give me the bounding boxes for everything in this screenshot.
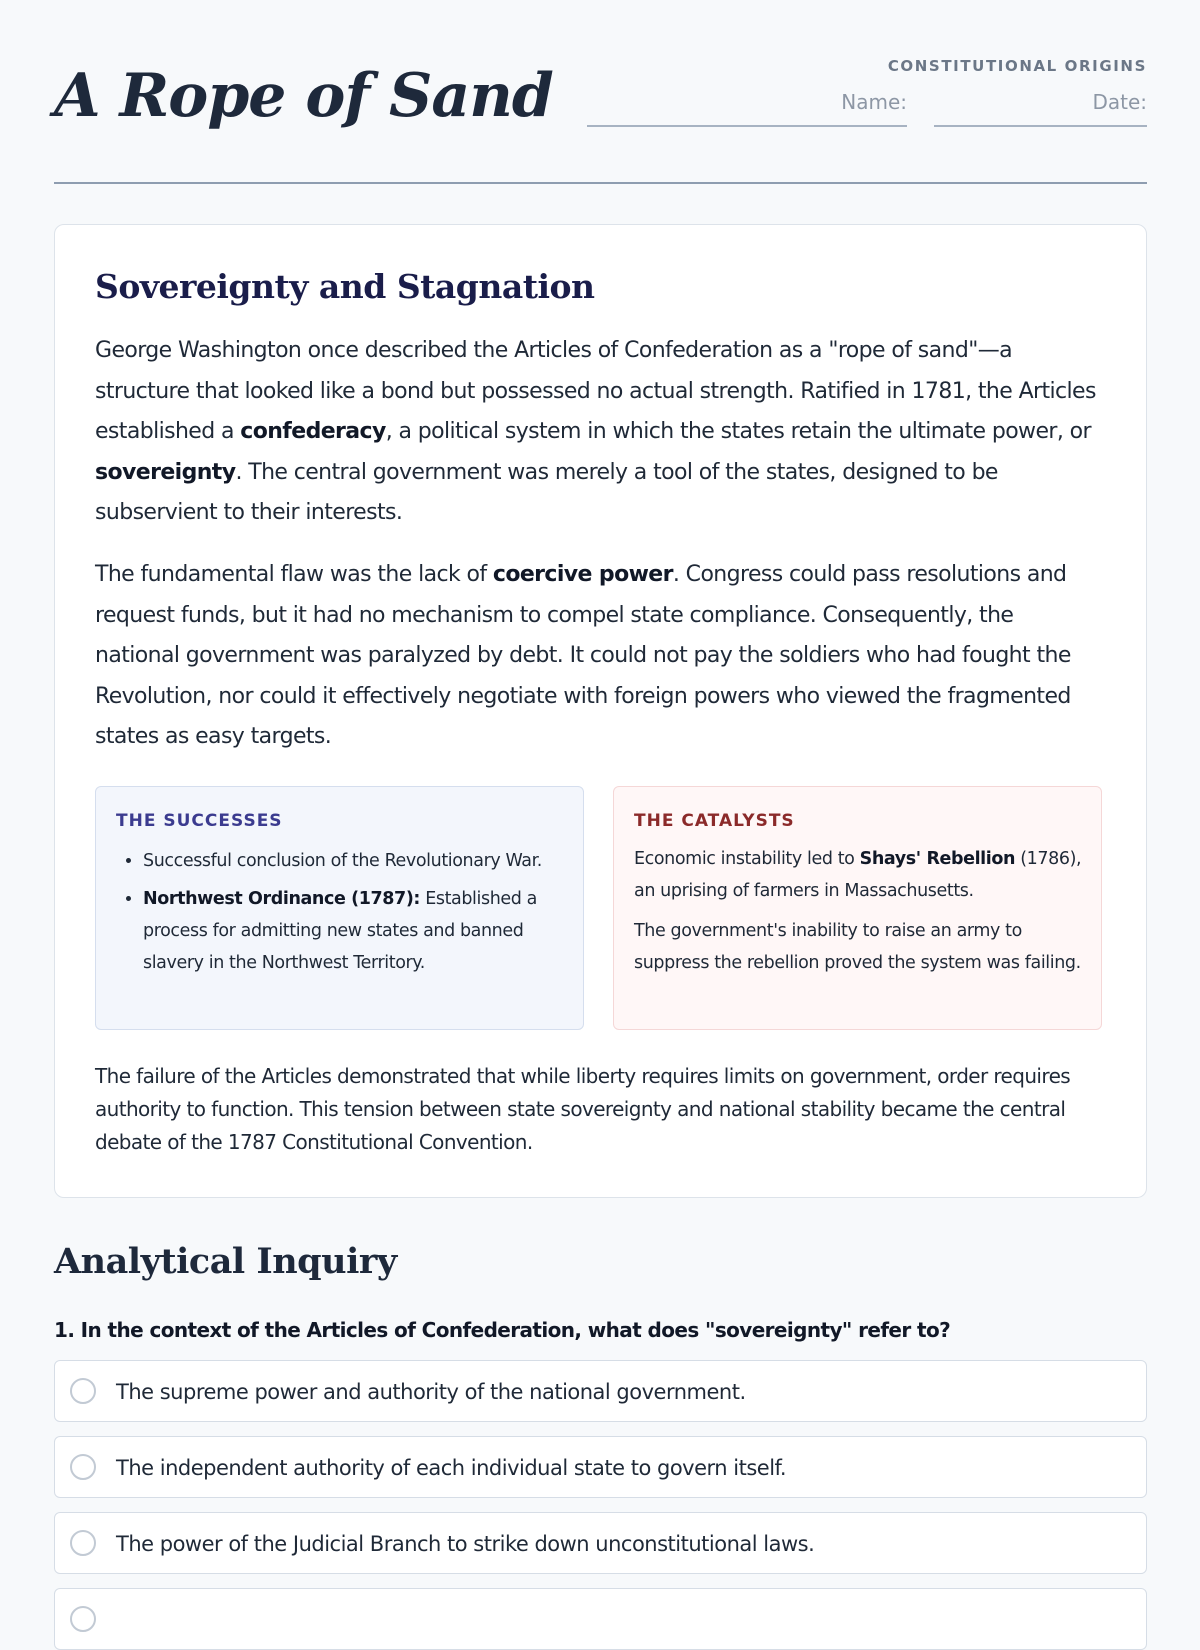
list-item-term: Northwest Ordinance (1787):	[143, 889, 421, 909]
answer-option-c[interactable]	[54, 1512, 1147, 1574]
name-label: Name:	[841, 90, 907, 114]
text-span: Economic instability led to	[634, 849, 860, 869]
text-span: . The central government was merely a tool of the states, designed to be subservient to their interests.	[95, 459, 998, 525]
worksheet-header	[54, 0, 1147, 184]
text-span: The fundamental flaw was the lack of	[95, 562, 493, 587]
text-span: , a political system in which the states retain the ultimate power, or	[385, 419, 1091, 444]
list-item-text: Established a process for admitting new states and banned slavery in the Northwest Territory.	[143, 889, 537, 973]
unit-label: CONSTITUTIONAL ORIGINS	[887, 57, 1147, 75]
catalysts-text-1	[634, 843, 1084, 907]
catalysts-text-2: The government's inability to raise an army to suppress the rebellion proved the system was failing.	[634, 921, 1081, 973]
answer-option-d[interactable]	[54, 1588, 1147, 1650]
radio-button[interactable]	[70, 1454, 96, 1480]
reading-title: Sovereignty and Stagnation	[95, 267, 595, 306]
answer-option-a[interactable]	[54, 1360, 1147, 1422]
worksheet-page	[54, 0, 1147, 1556]
answer-option-label: The power of the Judicial Branch to strike down unconstitutional laws.	[116, 1532, 815, 1556]
term-coercive-power: coercive power	[492, 562, 673, 587]
page-title: A Rope of Sand	[54, 61, 553, 131]
question-1: 1. In the context of the Articles of Confederation, what does "sovereignty" refer to?	[54, 1318, 951, 1342]
catalysts-box	[613, 786, 1102, 1030]
answer-option-label: The independent authority of each individual state to govern itself.	[116, 1456, 787, 1480]
reading-paragraph-3: The failure of the Articles demonstrated that while liberty requires limits on government, order requires authority to function. This tension between state sovereignty and national stability became the central debate of the 1787 Constitutional Convention.	[95, 1064, 1071, 1154]
reading-paragraph-2	[95, 555, 1103, 758]
list-item-text: Successful conclusion of the Revolutionary War.	[143, 851, 542, 871]
term-shays-rebellion: Shays' Rebellion	[859, 849, 1016, 869]
answer-option-label: The supreme power and authority of the national government.	[116, 1380, 746, 1404]
reading-paragraph-1	[95, 331, 1103, 534]
list-item	[143, 883, 583, 979]
list-item	[143, 845, 583, 877]
date-label: Date:	[1092, 90, 1147, 114]
text-span: George Washington once described the Articles of Confederation as a "rope of sand"—a structure that looked like a bond but possessed no actual strength. Ratified in 1781, the Articles established a	[95, 338, 1096, 444]
radio-button[interactable]	[70, 1606, 96, 1632]
quiz-title: Analytical Inquiry	[54, 1241, 397, 1282]
date-field[interactable]	[934, 90, 1147, 127]
answer-option-b[interactable]	[54, 1436, 1147, 1498]
text-span: . Congress could pass resolutions and request funds, but it had no mechanism to compel state compliance. Consequently, the national government was paralyzed by debt. It could not pay the soldiers who had fought the Revolution, nor could it effectively negotiate with foreign powers who viewed the fragmented states as easy targets.	[95, 562, 1071, 749]
successes-list	[116, 845, 583, 985]
name-field[interactable]	[587, 90, 907, 127]
radio-button[interactable]	[70, 1378, 96, 1404]
term-confederacy: confederacy	[240, 419, 386, 444]
successes-title: THE SUCCESSES	[116, 811, 283, 831]
catalysts-title: THE CATALYSTS	[634, 811, 795, 831]
radio-button[interactable]	[70, 1530, 96, 1556]
successes-box	[95, 786, 584, 1030]
term-sovereignty: sovereignty	[95, 459, 236, 485]
text-span: (1786), an uprising of farmers in Massachusetts.	[634, 849, 1082, 901]
